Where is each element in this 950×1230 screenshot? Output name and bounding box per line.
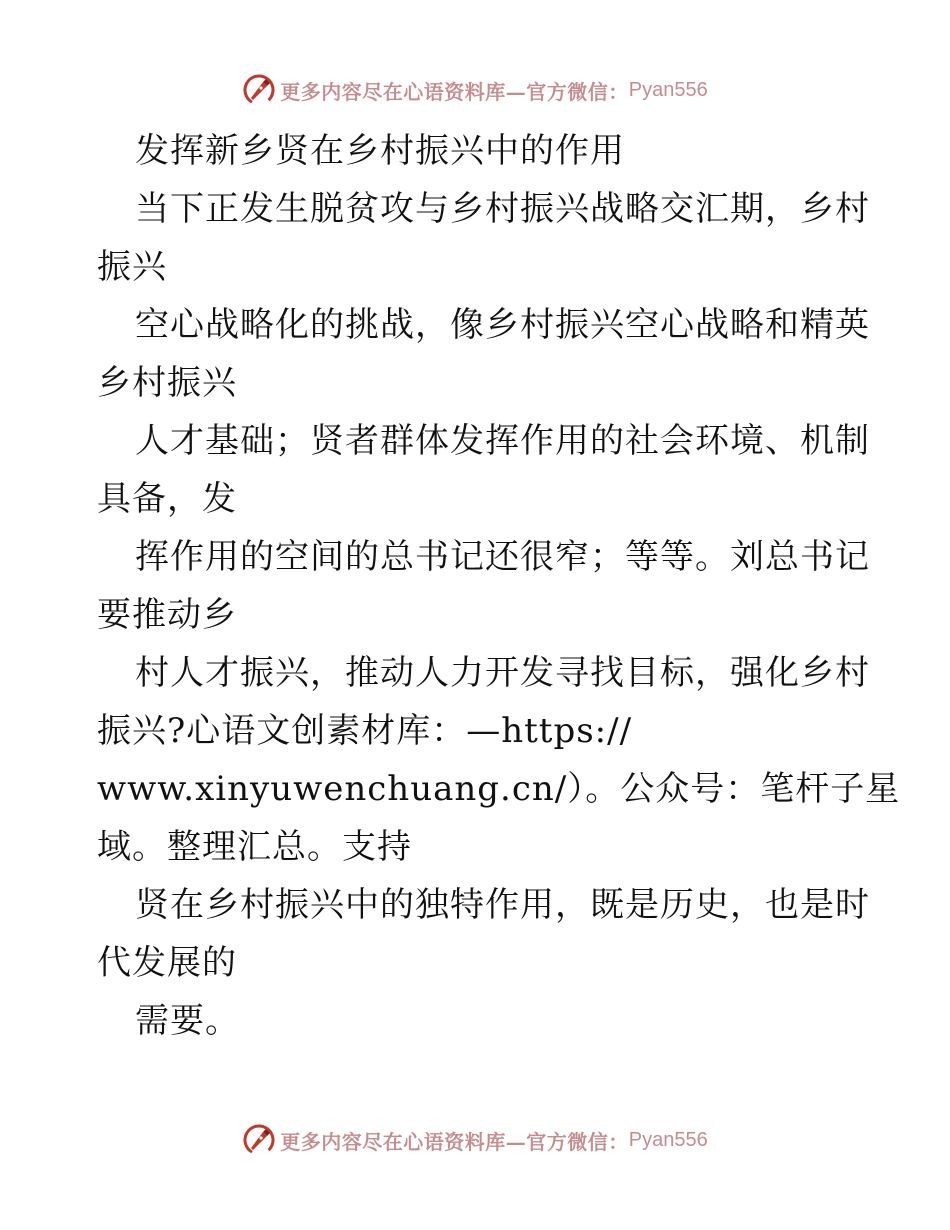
paragraph-line-with-link: 振兴?心语文创素材库：—https:// bbox=[97, 711, 633, 751]
pen-nib-logo-icon bbox=[242, 1123, 276, 1157]
paragraph-line: 空心战略化的挑战，像乡村振兴空心战略和精英 bbox=[135, 305, 870, 345]
paragraph-line: 振兴 bbox=[97, 247, 167, 287]
paragraph-line: 具备，发 bbox=[97, 479, 237, 519]
pen-nib-logo-icon bbox=[242, 73, 276, 107]
paragraph-line-with-link: www.xinyuwenchuang.cn/）。公众号：笔杆子星 bbox=[97, 769, 901, 809]
paragraph-line: 乡村振兴 bbox=[97, 363, 237, 403]
paragraph-line: 需要。 bbox=[135, 1001, 240, 1041]
watermark-wechat-id: Pyan556 bbox=[628, 1128, 708, 1151]
watermark-text: 更多内容尽在心语资料库—官方微信： bbox=[280, 1129, 629, 1154]
document-body bbox=[97, 122, 901, 1050]
paragraph-line: 当下正发生脱贫攻与乡村振兴战略交汇期，乡村 bbox=[135, 189, 870, 229]
paragraph-line: 要推动乡 bbox=[97, 595, 237, 635]
watermark-text: 更多内容尽在心语资料库—官方微信： bbox=[280, 79, 629, 104]
paragraph-line: 贤在乡村振兴中的独特作用，既是历史，也是时 bbox=[135, 885, 870, 925]
footer-watermark bbox=[0, 1120, 950, 1160]
paragraph-line: 域。整理汇总。支持 bbox=[97, 827, 412, 867]
paragraph-line: 村人才振兴，推动人力开发寻找目标，强化乡村 bbox=[135, 653, 870, 693]
paragraph-line: 人才基础；贤者群体发挥作用的社会环境、机制 bbox=[135, 421, 870, 461]
document-title: 发挥新乡贤在乡村振兴中的作用 bbox=[135, 131, 625, 171]
paragraph-line: 代发展的 bbox=[97, 943, 237, 983]
header-watermark bbox=[0, 70, 950, 110]
paragraph-line: 挥作用的空间的总书记还很窄；等等。刘总书记 bbox=[135, 537, 870, 577]
watermark-wechat-id: Pyan556 bbox=[628, 78, 708, 101]
